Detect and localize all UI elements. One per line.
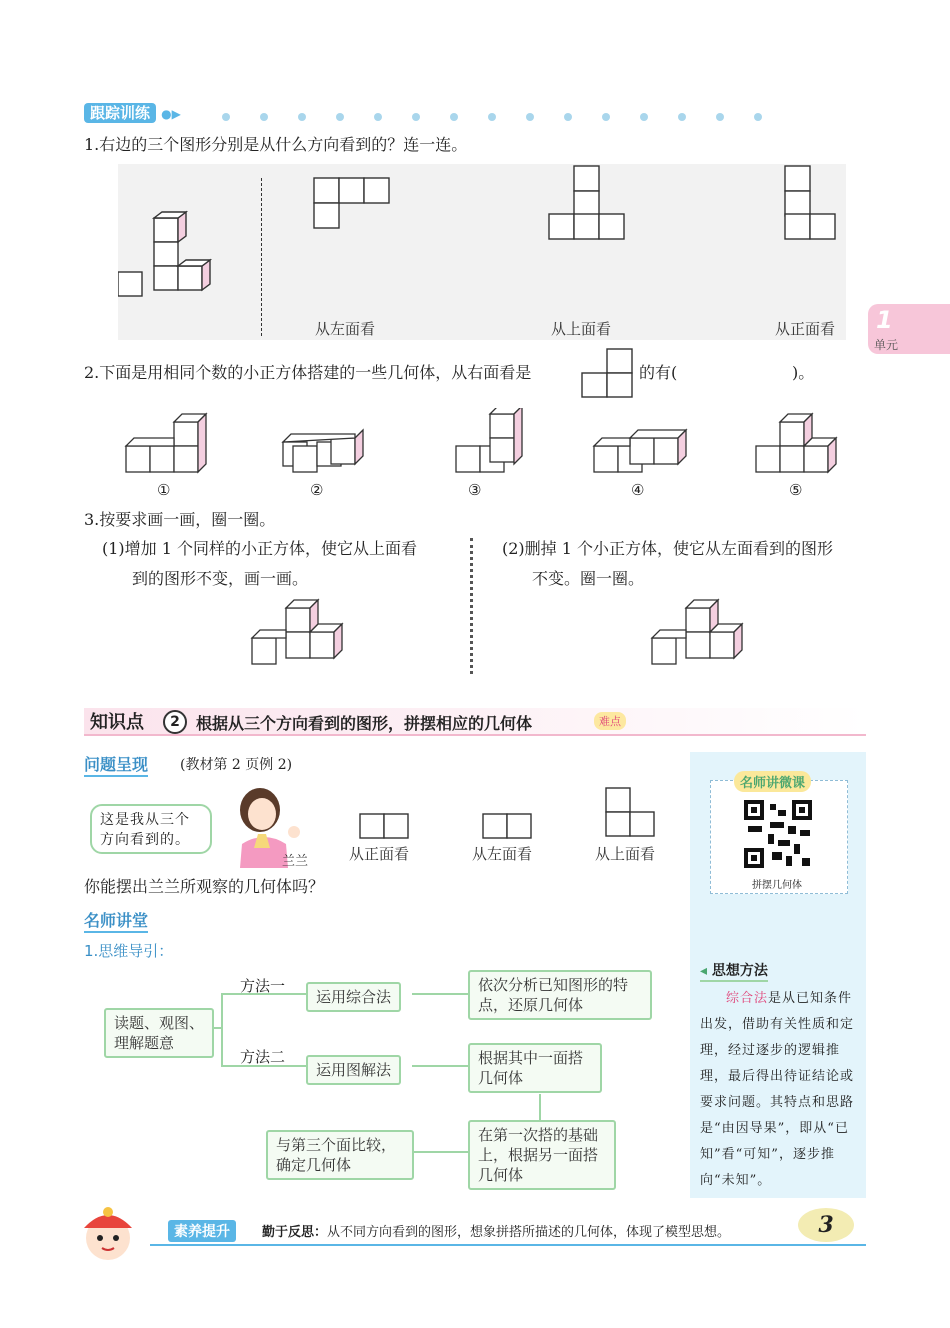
q3-divider [470,538,473,674]
label-top-view: 从上面看 [551,320,612,338]
footer-text-wrap [262,1221,730,1240]
q3a-solid [248,598,352,668]
method-keyword: 综合法 [726,991,769,1006]
flow-result-3: 在第一次搭的基础上，根据另一面搭几何体 [468,1120,616,1190]
q2-num-1: ① [157,481,171,499]
q1-panel [118,164,846,340]
difficulty-badge: 难点 [594,712,626,730]
q2-solid-5 [752,408,852,478]
q2-solid-2 [275,408,375,478]
q1-solid [118,206,218,306]
problem-label: 问题呈现 [84,752,148,777]
knowledge-tag: 知识点 [90,712,144,733]
page-number: 3 [798,1208,854,1242]
flow-start: 读题、观图、理解题意 [104,1008,214,1058]
flow-result-4: 与第三个面比较，确定几何体 [266,1130,414,1180]
question-1: 1.右边的三个图形分别是从什么方向看到的？连一连。 [84,135,468,154]
q2-num-2: ② [310,481,324,499]
footer-text: 从不同方向看到的图形，想象拼搭所描述的几何体，体现了模型思想。 [327,1225,731,1240]
footer-line [150,1244,866,1246]
knowledge-number: 2 [163,710,187,734]
flow-result-2: 根据其中一面搭几何体 [468,1043,602,1093]
question-2-blank: 的有( [639,363,678,382]
q1-view-b [547,164,627,242]
q2-solid-3 [452,408,552,478]
q2-num-5: ⑤ [789,481,803,499]
flow-result-1: 依次分析已知图形的特点，还原几何体 [468,970,652,1020]
q2-right-view [580,347,636,399]
q3b-line2: 不变。圈一圈。 [532,569,645,588]
flow-branch-2: 运用图解法 [306,1055,401,1085]
qr-code-icon[interactable] [744,800,812,868]
arrow-right-icon: ●▶ [161,107,181,121]
view-top-shape [604,786,658,840]
question-2-text: 2.下面是用相同个数的小正方体搭建的一些几何体，从右面看是 [84,363,532,382]
q2-solid-1 [122,408,222,478]
footer-bold: 勤于反思： [262,1225,328,1240]
q3b-line1: (2)删掉 1 个小正方体，使它从左面看到的图形 [502,539,834,558]
flow-branch-1: 运用综合法 [306,982,401,1012]
problem-ref: (教材第 2 页例 2) [180,757,293,773]
method-text: 是从已知条件出发，借助有关性质和定理，经过逐步的逻辑推理，最后得出待证结论或要求问题。其特点和思路是“由因导果”，即从“已知”看“可知”，逐步推向“未知”。 [700,991,855,1188]
girl-name: 兰兰 [282,854,309,869]
footer-label: 素养提升 [168,1220,236,1242]
flow-method-1: 方法一 [240,977,286,995]
label-front-view: 从正面看 [775,320,836,338]
view-left-label: 从左面看 [472,845,533,863]
method-title: 思想方法 [711,963,768,979]
question-3: 3.按要求画一画，圈一圈。 [84,510,276,529]
divider [261,178,262,336]
q2-num-3: ③ [468,481,482,499]
label-left-view: 从左面看 [315,320,376,338]
view-top-label: 从上面看 [595,845,656,863]
problem-question: 你能摆出兰兰所观察的几何体吗？ [84,877,325,896]
q1-view-c [783,164,839,242]
knowledge-title: 根据从三个方向看到的图形，拼摆相应的几何体 [196,714,533,733]
tracking-header [84,102,181,123]
unit-tab: 1 单元 [868,304,950,354]
view-front-shape [358,812,412,840]
speech-bubble: 这是我从三个 方向看到的。 [90,804,212,854]
q1-view-a [312,176,392,230]
question-2-end: )。 [792,363,815,382]
decorative-dots [222,106,792,125]
mascot-icon [72,1198,144,1270]
view-left-shape [481,812,535,840]
teacher-sub: 1.思维导引： [84,942,174,960]
qr-title: 名师讲微课 [734,771,811,792]
q3a-line1: (1)增加 1 个同样的小正方体，使它从上面看 [102,539,418,558]
method-title-wrap: ◂ 思想方法 [700,960,768,982]
flow-method-2: 方法二 [240,1048,286,1066]
teacher-label: 名师讲堂 [84,908,148,933]
qr-caption: 拼摆几何体 [752,880,802,891]
method-paragraph [700,986,858,1194]
q2-solid-4 [590,408,700,478]
q3a-line2: 到的图形不变，画一画。 [132,569,309,588]
q2-num-4: ④ [631,481,645,499]
q3b-solid [648,598,752,668]
tracking-badge: 跟踪训练 [84,103,156,123]
view-front-label: 从正面看 [349,845,410,863]
